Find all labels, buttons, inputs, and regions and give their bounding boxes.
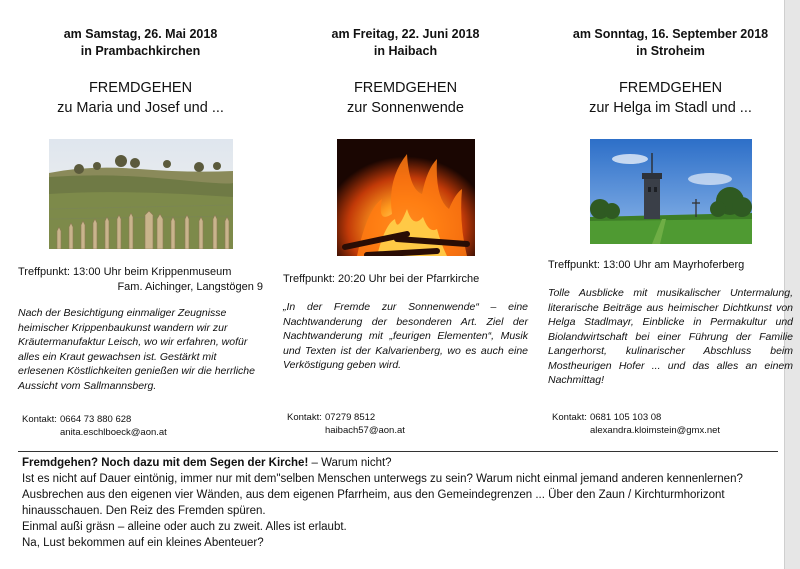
tower-landscape-photo — [590, 139, 752, 244]
event-title: FREMDGEHEN — [618, 80, 723, 96]
contact-phone: 0664 73 880 628 — [60, 414, 132, 425]
closing-headline-rest: – Warum nicht? — [308, 457, 392, 469]
event-column-haibach — [283, 26, 528, 373]
contact-block — [552, 411, 720, 437]
contact-phone: 07279 8512 — [325, 412, 376, 423]
event-date: am Freitag, 22. Juni 2018 — [331, 27, 480, 41]
closing-line: Ist es nicht auf Dauer eintönig, immer nur mit dem"selben Menschen unterwegs zu sein? Warum nicht einmal jemand anderen kennenlernen? — [22, 473, 743, 485]
event-date: am Samstag, 26. Mai 2018 — [63, 27, 218, 41]
event-description: „In der Fremde zur Sonnenwende“ – eine Nachtwanderung der besonderen Art. Ziel der Nachtwanderung mit „feurigen Elementen“, Musik und Texten ist der Kalvarienberg, wo es auch eine Verköstigung geben wird. — [283, 301, 528, 371]
event-place: in Prambachkirchen — [80, 44, 201, 58]
contact-label: Kontakt: — [552, 412, 587, 423]
closing-line: Na, Lust bekommen auf ein kleines Abenteuer? — [22, 537, 264, 549]
event-date: am Sonntag, 16. September 2018 — [572, 27, 769, 41]
meeting-point: Treffpunkt: 20:20 Uhr bei der Pfarrkirche — [283, 273, 480, 285]
event-description: Nach der Besichtigung einmaliger Zeugnisse heimischer Krippenbaukunst wandern wir zur Kräutermanufaktur Leisch, wo wir erfahren, wofür alles ein Kraut gewachsen ist. Gestärkt mit erlesenen Köstlichkeiten genießen wir die herrliche Aussicht vom Sallmannsberg. — [18, 307, 255, 392]
event-subtitle: zur Helga im Stadl und ... — [589, 100, 752, 116]
meeting-point: Treffpunkt: 13:00 Uhr am Mayrhoferberg — [548, 259, 745, 271]
event-title: FREMDGEHEN — [88, 80, 193, 96]
meadow-fence-photo — [49, 139, 233, 249]
event-subtitle: zu Maria und Josef und ... — [57, 100, 224, 116]
closing-headline-bold: Fremdgehen? Noch dazu mit dem Segen der Kirche! — [22, 457, 309, 469]
contact-block — [287, 411, 405, 437]
meeting-address: Fam. Aichinger, Langstögen 9 — [117, 281, 263, 293]
contact-email[interactable]: anita.eschlboeck@aon.at — [60, 427, 167, 438]
closing-line: Ausbrechen aus den eigenen vier Wänden, aus dem eigenen Pfarrheim, aus den Gemeindegrenzen ... Über den Zaun / Kirchturmhorizont hinausschauen. Den Reiz des Fremden spüren. — [22, 489, 725, 517]
contact-label: Kontakt: — [287, 412, 322, 423]
event-place: in Stroheim — [636, 44, 705, 58]
contact-phone: 0681 105 103 08 — [590, 412, 662, 423]
event-subtitle: zur Sonnenwende — [347, 100, 464, 116]
closing-line: Einmal außi gräsn – alleine oder auch zu zweit. Alles ist erlaubt. — [22, 521, 347, 533]
bonfire-photo — [337, 139, 475, 256]
contact-email[interactable]: haibach57@aon.at — [325, 425, 405, 436]
closing-text — [22, 455, 782, 551]
contact-label: Kontakt: — [22, 414, 57, 425]
event-column-prambachkirchen — [18, 26, 263, 393]
event-place: in Haibach — [373, 44, 438, 58]
event-column-stroheim — [548, 26, 793, 388]
closing-headline — [22, 455, 782, 471]
event-title: FREMDGEHEN — [353, 80, 458, 96]
contact-block — [22, 413, 167, 439]
contact-email[interactable]: alexandra.kloimstein@gmx.net — [590, 425, 721, 436]
event-description: Tolle Ausblicke mit musikalischer Untermalung, literarische Beiträge aus heimischer Dichtkunst von Helga Stadlmayr, Einblicke in Permakultur und Biolandwirtschaft bei einer Führung der Familie Langerhorst, kulinarischer Abschluss beim Mostheurigen Hofer ... und das alles an einem Nachmittag! — [548, 287, 793, 386]
meeting-point: Treffpunkt: 13:00 Uhr beim Krippenmuseum — [18, 266, 232, 278]
section-divider — [18, 451, 778, 452]
